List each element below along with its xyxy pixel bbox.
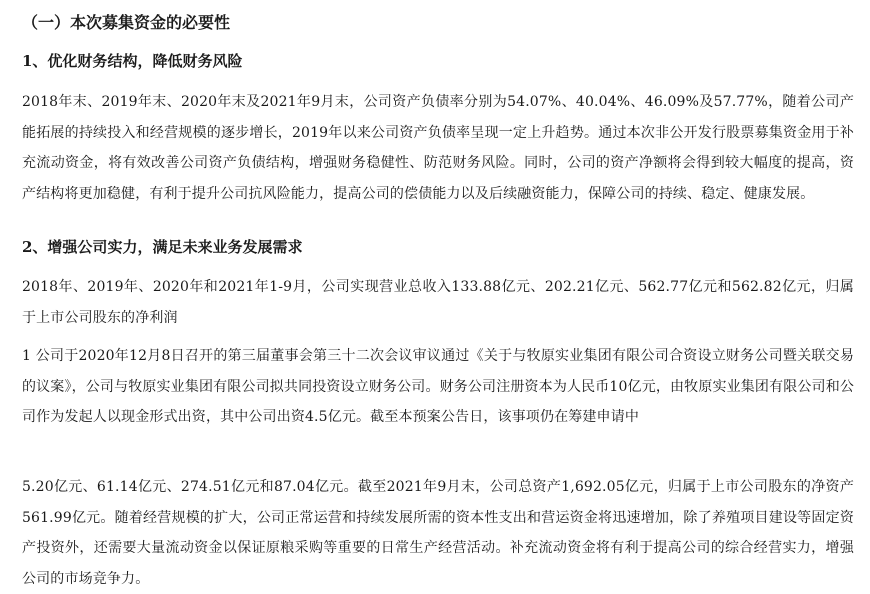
section-heading: （一）本次募集资金的必要性 <box>22 13 231 32</box>
subsection-heading-1: 1、优化财务结构，降低财务风险 <box>22 52 243 70</box>
footnote-finance-company: 1 公司于2020年12月8日召开的第三届董事会第三十二次会议审议通过《关于与牧原实业集团有限公司合资设立财务公司暨关联交易的议案》，公司与牧原实业集团有限公司拟共同投资设立财务公司。财务公司注册资本为人民币10亿元，由牧原实业集团有限公司和公司作为发起人以现金形式出资，其中公司出资4.5亿元。截至本预案公告日，该事项仍在筹建申请中 <box>22 348 854 426</box>
subsection-heading-2: 2、增强公司实力，满足未来业务发展需求 <box>22 238 303 256</box>
paragraph-revenue: 2018年、2019年、2020年和2021年1-9月，公司实现营业总收入133.88亿元、202.21亿元、562.77亿元和562.82亿元，归属于上市公司股东的净利润 <box>22 279 854 326</box>
paragraph-net-profit: 5.20亿元、61.14亿元、274.51亿元和87.04亿元。截至2021年9月末，公司总资产1,692.05亿元，归属于上市公司股东的净资产561.99亿元。随着经营规模的扩大，公司正常运营和持续发展所需的资本性支出和营运资金将迅速增加，除了养殖项目建设等固定资产投资外，还需要大量流动资金以保证原粮采购等重要的日常生产经营活动。补充流动资金将有利于提高公司的综合经营实力，增强公司的市场竞争力。 <box>22 479 854 587</box>
paragraph-financial-structure: 2018年末、2019年末、2020年末及2021年9月末，公司资产负债率分别为54.07%、40.04%、46.09%及57.77%，随着公司产能拓展的持续投入和经营规模的逐步增长，2019年以来公司资产负债率呈现一定上升趋势。通过本次非公开发行股票募集资金用于补充流动资金，将有效改善公司资产负债结构，增强财务稳健性、防范财务风险。同时，公司的资产净额将会得到较大幅度的提高，资产结构将更加稳健，有利于提升公司抗风险能力，提高公司的偿债能力以及后续融资能力，保障公司的持续、稳定、健康发展。 <box>22 94 854 202</box>
